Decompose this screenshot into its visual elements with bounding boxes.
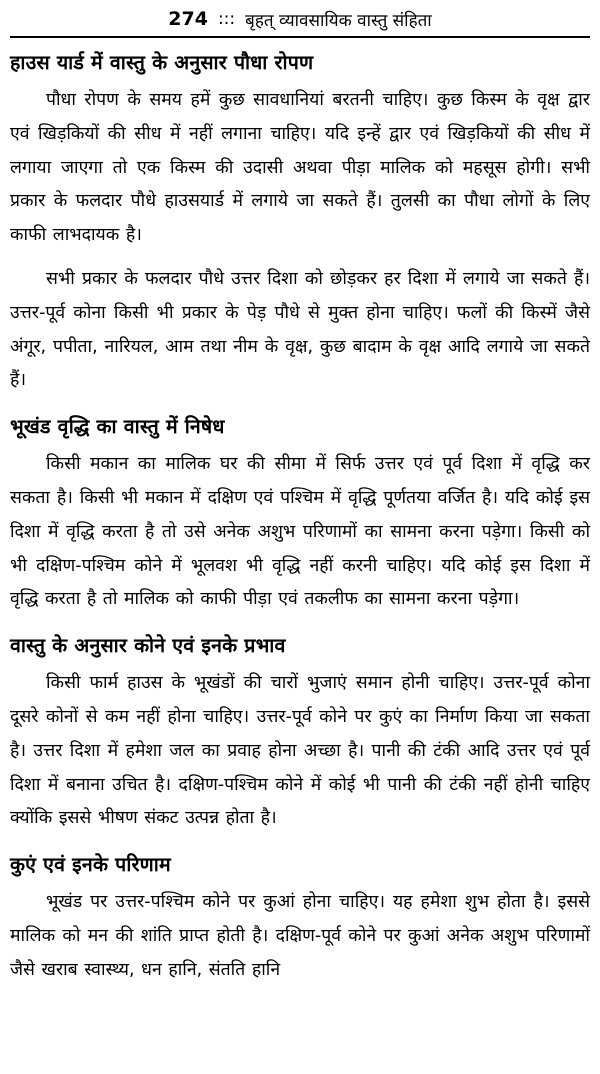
- paragraph: किसी मकान का मालिक घर की सीमा में सिर्फ उत्तर एवं पूर्व दिशा में वृद्धि कर सकता है। किसी भी मकान में दक्षिण एवं पश्चिम में वृद्धि पूर्णतया वर्जित है। यदि कोई इस दिशा में वृद्धि करता है तो उसे अनेक अशुभ परिणामों का सामना करना पड़ेगा। किसी को भी दक्षिण-पश्चिम कोने में भूलवश भी वृद्धि नहीं करनी चाहिए। यदि कोई इस दिशा में वृद्धि करता है तो मालिक को काफी पीड़ा एवं तकलीफ का सामना करना पड़ेगा।: [10, 454, 590, 610]
- page-number: 274: [168, 8, 208, 30]
- header-separator: :::: [217, 9, 236, 29]
- section-plantation: [10, 48, 590, 398]
- paragraph: सभी प्रकार के फलदार पौधे उत्तर दिशा को छोड़कर हर दिशा में लगाये जा सकते हैं। उत्तर-पूर्व कोना किसी भी प्रकार के पेड़ पौधे से मुक्त होना चाहिए। फलों की किस्में जैसे अंगूर, पपीता, नारियल, आम तथा नीम के वृक्ष, कुछ बादाम के वृक्ष आदि लगाये जा सकते हैं।: [10, 268, 590, 391]
- section-heading: वास्तु के अनुसार कोने एवं इनके प्रभाव: [10, 634, 286, 658]
- book-title: बृहत् व्यावसायिक वास्तु संहिता: [245, 10, 432, 31]
- section-heading: कुएं एवं इनके परिणाम: [10, 853, 171, 877]
- paragraph: पौधा रोपण के समय हमें कुछ सावधानियां बरतनी चाहिए। कुछ किस्म के वृक्ष द्वार एवं खिड़कियों की सीध में नहीं लगाना चाहिए। यदि इन्हें द्वार एवं खिड़कियों की सीध में लगाया जाएगा तो एक किस्म की उदासी अथवा पीड़ा मालिक को महसूस होगी। सभी प्रकार के फलदार पौधे हाउसयार्ड में लगाये जा सकते हैं। तुलसी का पौधा लोगों के लिए काफी लाभदायक है।: [10, 90, 590, 246]
- section-heading: भूखंड वृद्धि का वास्तु में निषेध: [10, 415, 225, 439]
- section-corners: [10, 631, 590, 836]
- section-heading: हाउस यार्ड में वास्तु के अनुसार पौधा रोपण: [10, 51, 314, 74]
- running-header: [10, 0, 590, 34]
- paragraph: भूखंड पर उत्तर-पश्चिम कोने पर कुआं होना चाहिए। यह हमेशा शुभ होता है। इससे मालिक को मन की शांति प्राप्त होती है। दक्षिण-पूर्व कोने पर कुआं अनेक अशुभ परिणामों जैसे खराब स्वास्थ्य, धन हानि, संतति हानि: [10, 892, 590, 980]
- section-wells: [10, 850, 590, 987]
- section-plot-extension: [10, 412, 590, 617]
- paragraph: किसी फार्म हाउस के भूखंडों की चारों भुजाएं समान होनी चाहिए। उत्तर-पूर्व कोना दूसरे कोनों से कम नहीं होना चाहिए। उत्तर-पूर्व कोने पर कुएं का निर्माण किया जा सकता है। उत्तर दिशा में हमेशा जल का प्रवाह होना अच्छा है। पानी की टंकी आदि उत्तर एवं पूर्व दिशा में बनाना उचित है। दक्षिण-पश्चिम कोने में कोई भी पानी की टंकी नहीं होनी चाहिए क्योंकि इससे भीषण संकट उत्पन्न होता है।: [10, 673, 590, 829]
- header-rule: [10, 36, 590, 38]
